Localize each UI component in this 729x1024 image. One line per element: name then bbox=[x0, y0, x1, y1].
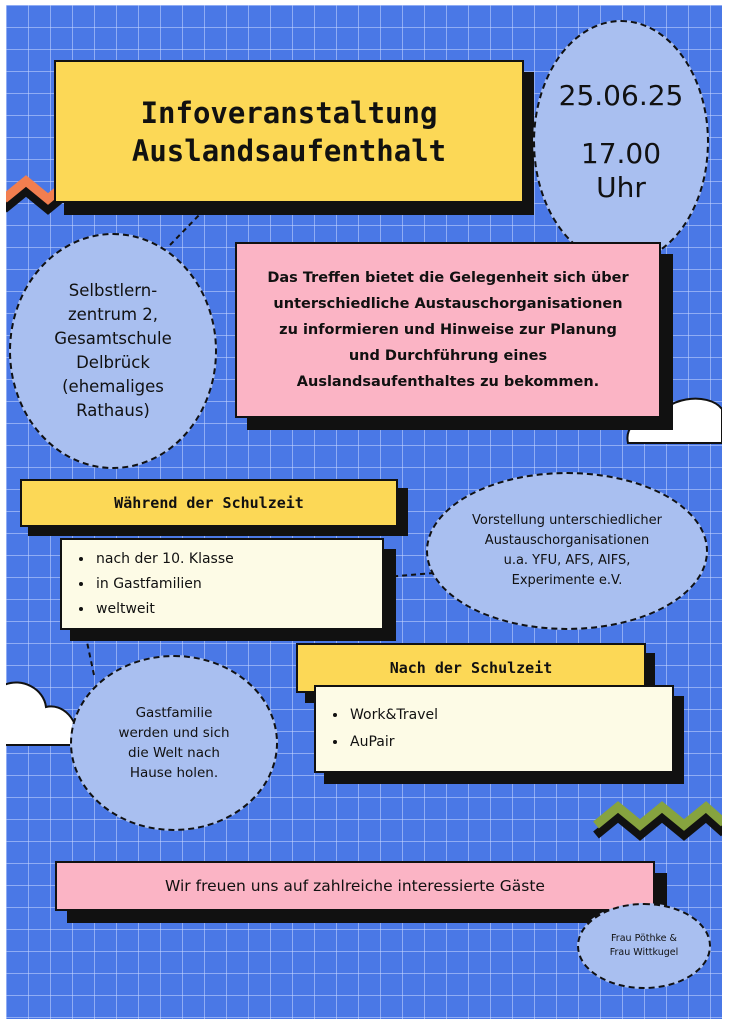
host-family-line: werden und sich bbox=[118, 725, 230, 741]
location-line: Gesamtschule bbox=[54, 329, 172, 348]
after-school-list-box bbox=[314, 685, 674, 773]
location-line: zentrum 2, bbox=[67, 305, 159, 324]
footer-message: Wir freuen uns auf zahlreiche interessierte Gäste bbox=[165, 877, 545, 895]
organizations-line: u.a. YFU, AFS, AIFS, bbox=[503, 553, 631, 568]
during-school-list-box bbox=[60, 538, 384, 630]
organizations-line: Experimente e.V. bbox=[511, 573, 623, 588]
description-box bbox=[235, 242, 661, 418]
location-line: (ehemaliges bbox=[62, 377, 164, 396]
after-school-heading-text: Nach der Schulzeit bbox=[389, 659, 553, 677]
location-line: Delbrück bbox=[76, 353, 150, 372]
host-family-bubble bbox=[70, 655, 278, 831]
event-time: 17.00 bbox=[580, 137, 662, 170]
signature-line: Frau Pöthke & bbox=[611, 933, 677, 944]
host-family-line: Hause holen. bbox=[129, 765, 219, 781]
location-line: Rathaus) bbox=[76, 401, 150, 420]
title-line-2: Auslandsaufenthalt bbox=[131, 133, 447, 168]
location-line: Selbstlern- bbox=[68, 281, 158, 300]
event-date: 25.06.25 bbox=[558, 79, 684, 112]
poster bbox=[6, 5, 722, 1019]
title-line-1: Infoveranstaltung bbox=[140, 95, 438, 130]
host-family-line: die Welt nach bbox=[128, 745, 220, 761]
date-bubble bbox=[533, 20, 709, 264]
zigzag-green-icon bbox=[596, 807, 722, 835]
list-item: • Work&Travel bbox=[348, 702, 438, 729]
list-item: • nach der 10. Klasse bbox=[94, 547, 234, 572]
location-bubble bbox=[9, 233, 217, 469]
organizations-line: Austauschorganisationen bbox=[484, 533, 650, 548]
organizations-line: Vorstellung unterschiedlicher bbox=[471, 513, 663, 528]
title-box bbox=[54, 60, 524, 203]
cloud-icon bbox=[6, 682, 78, 745]
event-time-unit: Uhr bbox=[596, 171, 646, 204]
description-line: und Durchführung eines bbox=[348, 348, 548, 364]
list-item: • AuPair bbox=[348, 729, 438, 756]
signature-bubble bbox=[577, 903, 711, 989]
list-item: • weltweit bbox=[94, 597, 234, 622]
description-line: zu informieren und Hinweise zur Planung bbox=[279, 322, 617, 338]
during-school-list bbox=[62, 547, 234, 622]
description-line: Auslandsaufenthaltes zu bekommen. bbox=[296, 374, 600, 390]
during-school-heading-text: Während der Schulzeit bbox=[114, 494, 304, 512]
signature-line: Frau Wittkugel bbox=[609, 947, 679, 958]
organizations-bubble bbox=[426, 472, 708, 630]
host-family-line: Gastfamilie bbox=[135, 705, 213, 721]
description-line: unterschiedliche Austauschorganisationen bbox=[273, 296, 623, 312]
footer-message-box bbox=[55, 861, 655, 911]
during-school-heading bbox=[20, 479, 398, 527]
after-school-list bbox=[316, 702, 438, 756]
list-item: • in Gastfamilien bbox=[94, 572, 234, 597]
description-line: Das Treffen bietet die Gelegenheit sich über bbox=[267, 270, 629, 286]
